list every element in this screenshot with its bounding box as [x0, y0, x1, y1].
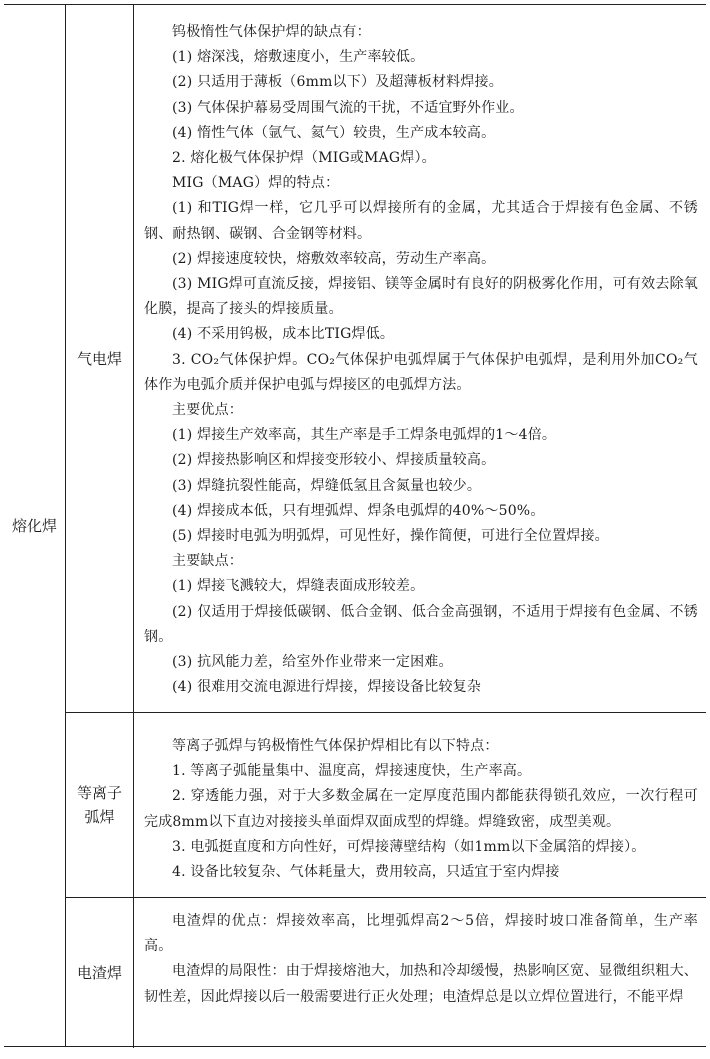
paragraph: 电渣焊的优点：焊接效率高，比埋弧焊高2～5倍，焊接时坡口准备简单，生产率高。: [144, 913, 698, 955]
paragraph: 主要优点：: [172, 402, 243, 419]
table-row-gas-arc: [66, 5, 706, 712]
paragraph: (2) 仅适用于焊接低碳钢、低合金钢、低合金高强钢，不适用于焊接有色金属、不锈钢。: [144, 603, 698, 645]
paragraph: 2. 穿透能力强，对于大多数金属在一定厚度范围内都能获得锁孔效应，一次行程可完成8mm以下直边对接接头单面焊双面成型的焊缝。焊缝致密，成型美观。: [144, 788, 698, 830]
row-content: [134, 5, 706, 712]
row-label-line: 等离子: [76, 784, 122, 802]
paragraph: (3) MIG焊可直流反接，焊接铝、镁等金属时有良好的阴极雾化作用，可有效去除氧化膜，提高了接头的焊接质量。: [144, 276, 698, 318]
paragraph: 2. 熔化极气体保护焊（MIG或MAG焊）。: [172, 150, 436, 167]
paragraph: (4) 惰性气体（氩气、氦气）较贵，生产成本较高。: [172, 124, 496, 141]
paragraph: (4) 很难用交流电源进行焊接，焊接设备比较复杂: [172, 679, 482, 696]
paragraph: (1) 焊接飞溅较大，焊缝表面成形较差。: [172, 578, 425, 595]
paragraph: 1. 等离子弧能量集中、温度高，焊接速度快，生产率高。: [172, 763, 532, 780]
table-row-electroslag: [66, 897, 706, 1048]
row-label-cell: [66, 5, 134, 712]
welding-methods-table: [4, 4, 706, 1047]
paragraph: (4) 不采用钨极，成本比TIG焊低。: [172, 326, 395, 343]
paragraph: (2) 焊接速度较快，熔敷效率较高，劳动生产率高。: [172, 250, 496, 267]
row-label-cell: [66, 898, 134, 1048]
paragraph: (5) 焊接时电弧为明弧焊，可见性好，操作简便，可进行全位置焊接。: [172, 528, 609, 545]
paragraph: 钨极惰性气体保护焊的缺点有：: [172, 24, 371, 40]
paragraph: 4. 设备比较复杂、气体耗量大，费用较高，只适宜于室内焊接: [172, 864, 560, 881]
row-label: 气电焊: [76, 349, 122, 368]
row-label-cell: [66, 713, 134, 897]
group-label-cell: [4, 5, 66, 1046]
paragraph: (1) 和TIG焊一样，它几乎可以焊接所有的金属，尤其适合于焊接有色金属、不锈钢、耐热钢、碳钢、合金钢等材料。: [144, 200, 698, 242]
paragraph: 主要缺点：: [172, 553, 243, 570]
paragraph: (3) 焊缝抗裂性能高，焊缝低氢且含氮量也较少。: [172, 477, 482, 494]
paragraph: MIG（MAG）焊的特点：: [172, 175, 340, 192]
paragraph: (3) 抗风能力差，给室外作业带来一定困难。: [172, 654, 453, 671]
paragraph: (2) 只适用于薄板（6mm以下）及超薄板材料焊接。: [172, 74, 503, 91]
row-content: [134, 713, 706, 897]
row-label: 电渣焊: [76, 964, 122, 982]
table-row-plasma-arc: [66, 712, 706, 897]
paragraph: (3) 气体保护幕易受周围气流的干扰，不适宜野外作业。: [172, 99, 524, 116]
paragraph: 等离子弧焊与钨极惰性气体保护焊相比有以下特点：: [172, 738, 499, 754]
paragraph: 电渣焊的局限性：由于焊接熔池大，加热和冷却缓慢，热影响区宽、显微组织粗大、韧性差，因此焊接以后一般需要进行正火处理；电渣焊总是以立焊位置进行，不能平焊: [144, 963, 698, 1005]
paragraph: (1) 熔深浅，熔敷速度小，生产率较低。: [172, 49, 425, 66]
paragraph: (2) 焊接热影响区和焊接变形较小、焊接质量较高。: [172, 452, 496, 469]
paragraph: (1) 焊接生产效率高，其生产率是手工焊条电弧焊的1～4倍。: [172, 427, 557, 444]
paragraph: (4) 焊接成本低，只有埋弧焊、焊条电弧焊的40%～50%。: [172, 502, 545, 519]
paragraph: 3. 电弧挺直度和方向性好，可焊接薄壁结构（如1mm以下金属箔的焊接）。: [172, 838, 646, 855]
row-label-line: 弧焊: [84, 808, 115, 826]
paragraph: 3. CO₂气体保护焊。CO₂气体保护电弧焊属于气体保护电弧焊，是利用外加CO₂气体作为电弧介质并保护电弧与焊接区的电弧焊方法。: [144, 351, 698, 393]
group-label: 熔化焊: [11, 517, 57, 535]
row-content: [134, 898, 706, 1048]
